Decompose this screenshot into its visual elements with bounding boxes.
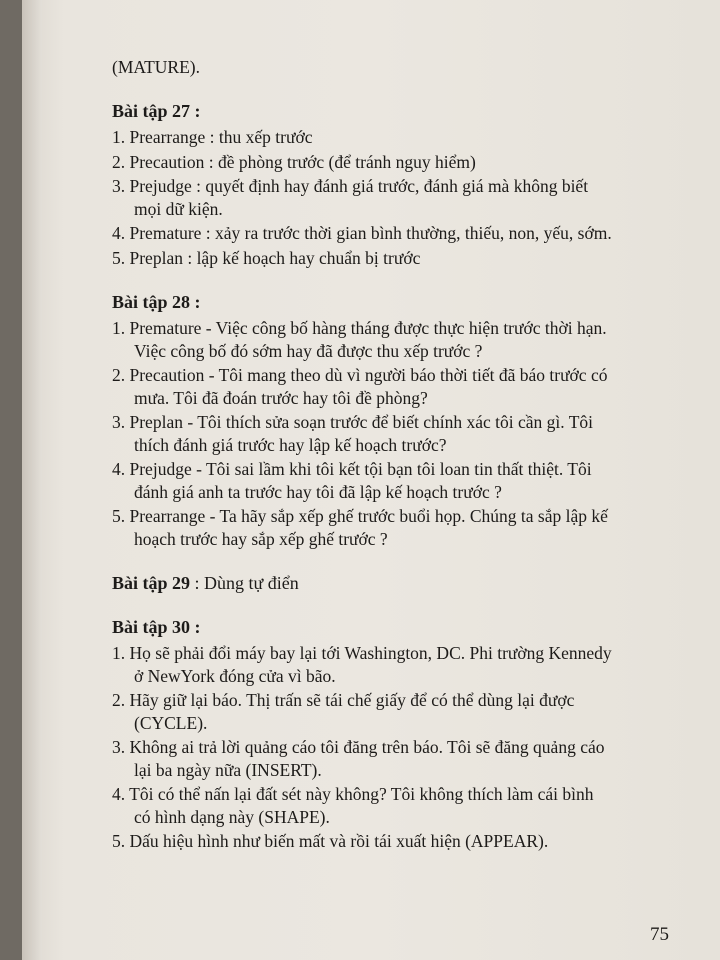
item-line: thích đánh giá trước hay lập kế hoạch trước? xyxy=(134,434,447,455)
exercise-title: Bài tập 29 xyxy=(112,573,191,593)
exercise-item xyxy=(112,689,702,734)
item-line: 3. Preplan - Tôi thích sửa soạn trước để biết chính xác tôi cần gì. Tôi xyxy=(112,412,594,432)
exercise-subtitle: : Dùng tự điển xyxy=(190,573,299,593)
page-number: 75 xyxy=(650,924,669,945)
item-line: 1. Họ sẽ phải đổi máy bay lại tới Washington, DC. Phi trường Kennedy xyxy=(112,643,612,663)
intro-line: (MATURE). xyxy=(112,57,200,77)
item-line: 4. Premature : xảy ra trước thời gian bình thường, thiếu, non, yếu, sớm. xyxy=(112,223,612,243)
item-line: hoạch trước hay sắp xếp ghế trước ? xyxy=(134,528,388,549)
page-content xyxy=(112,56,702,855)
exercise-title: Bài tập 30 : xyxy=(112,617,201,637)
item-line: 5. Dấu hiệu hình như biến mất và rồi tái xuất hiện (APPEAR). xyxy=(112,831,549,851)
exercise-item xyxy=(112,736,702,781)
exercise-item xyxy=(112,783,702,828)
exercise-section xyxy=(112,572,702,594)
exercise-title: Bài tập 27 : xyxy=(112,101,201,121)
exercise-item xyxy=(112,505,702,550)
item-line: 3. Không ai trả lời quảng cáo tôi đăng trên báo. Tôi sẽ đăng quảng cáo xyxy=(112,737,605,757)
page-gutter xyxy=(22,0,42,960)
item-line: Việc công bố đó sớm hay đã được thu xếp trước ? xyxy=(134,340,483,361)
exercise-item xyxy=(112,830,702,853)
exercise-item xyxy=(112,642,702,687)
exercise-item xyxy=(112,411,702,456)
item-line: mọi dữ kiện. xyxy=(134,198,223,219)
exercise-heading xyxy=(112,100,702,122)
exercise-heading xyxy=(112,616,702,638)
exercise-item xyxy=(112,222,702,245)
item-line: (CYCLE). xyxy=(134,712,208,733)
exercise-item xyxy=(112,126,702,149)
book-page xyxy=(22,0,720,960)
item-line: 2. Precaution : đề phòng trước (để tránh nguy hiểm) xyxy=(112,151,476,172)
item-line: 2. Hãy giữ lại báo. Thị trấn sẽ tái chế giấy để có thể dùng lại được xyxy=(112,690,575,710)
item-line: lại ba ngày nữa (INSERT). xyxy=(134,759,322,780)
item-line: 4. Tôi có thể nấn lại đất sét này không? Tôi không thích làm cái bình xyxy=(112,784,594,804)
item-line: 5. Preplan : lập kế hoạch hay chuẩn bị trước xyxy=(112,247,421,268)
item-line: mưa. Tôi đã đoán trước hay tôi đề phòng? xyxy=(134,387,428,408)
exercise-heading xyxy=(112,291,702,313)
item-line: 5. Prearrange - Ta hãy sắp xếp ghế trước buổi họp. Chúng ta sắp lập kế xyxy=(112,506,608,526)
item-line: đánh giá anh ta trước hay tôi đã lập kế hoạch trước ? xyxy=(134,481,502,502)
exercise-sections xyxy=(112,100,702,853)
item-line: 1. Prearrange : thu xếp trước xyxy=(112,127,313,147)
exercise-item xyxy=(112,247,702,270)
item-line: 4. Prejudge - Tôi sai lầm khi tôi kết tội bạn tôi loan tin thất thiệt. Tôi xyxy=(112,459,592,479)
exercise-heading xyxy=(112,572,702,594)
exercise-item xyxy=(112,364,702,409)
exercise-item xyxy=(112,175,702,220)
exercise-item xyxy=(112,317,702,362)
exercise-title: Bài tập 28 : xyxy=(112,292,201,312)
exercise-section xyxy=(112,616,702,853)
exercise-item xyxy=(112,151,702,174)
item-line: 2. Precaution - Tôi mang theo dù vì người báo thời tiết đã báo trước có xyxy=(112,365,608,385)
item-line: 1. Premature - Việc công bố hàng tháng được thực hiện trước thời hạn. xyxy=(112,318,607,338)
exercise-item xyxy=(112,458,702,503)
exercise-section xyxy=(112,100,702,269)
exercise-section xyxy=(112,291,702,550)
item-line: 3. Prejudge : quyết định hay đánh giá trước, đánh giá mà không biết xyxy=(112,176,589,196)
item-line: có hình dạng này (SHAPE). xyxy=(134,806,330,827)
item-line: ở NewYork đóng cửa vì bão. xyxy=(134,665,336,686)
